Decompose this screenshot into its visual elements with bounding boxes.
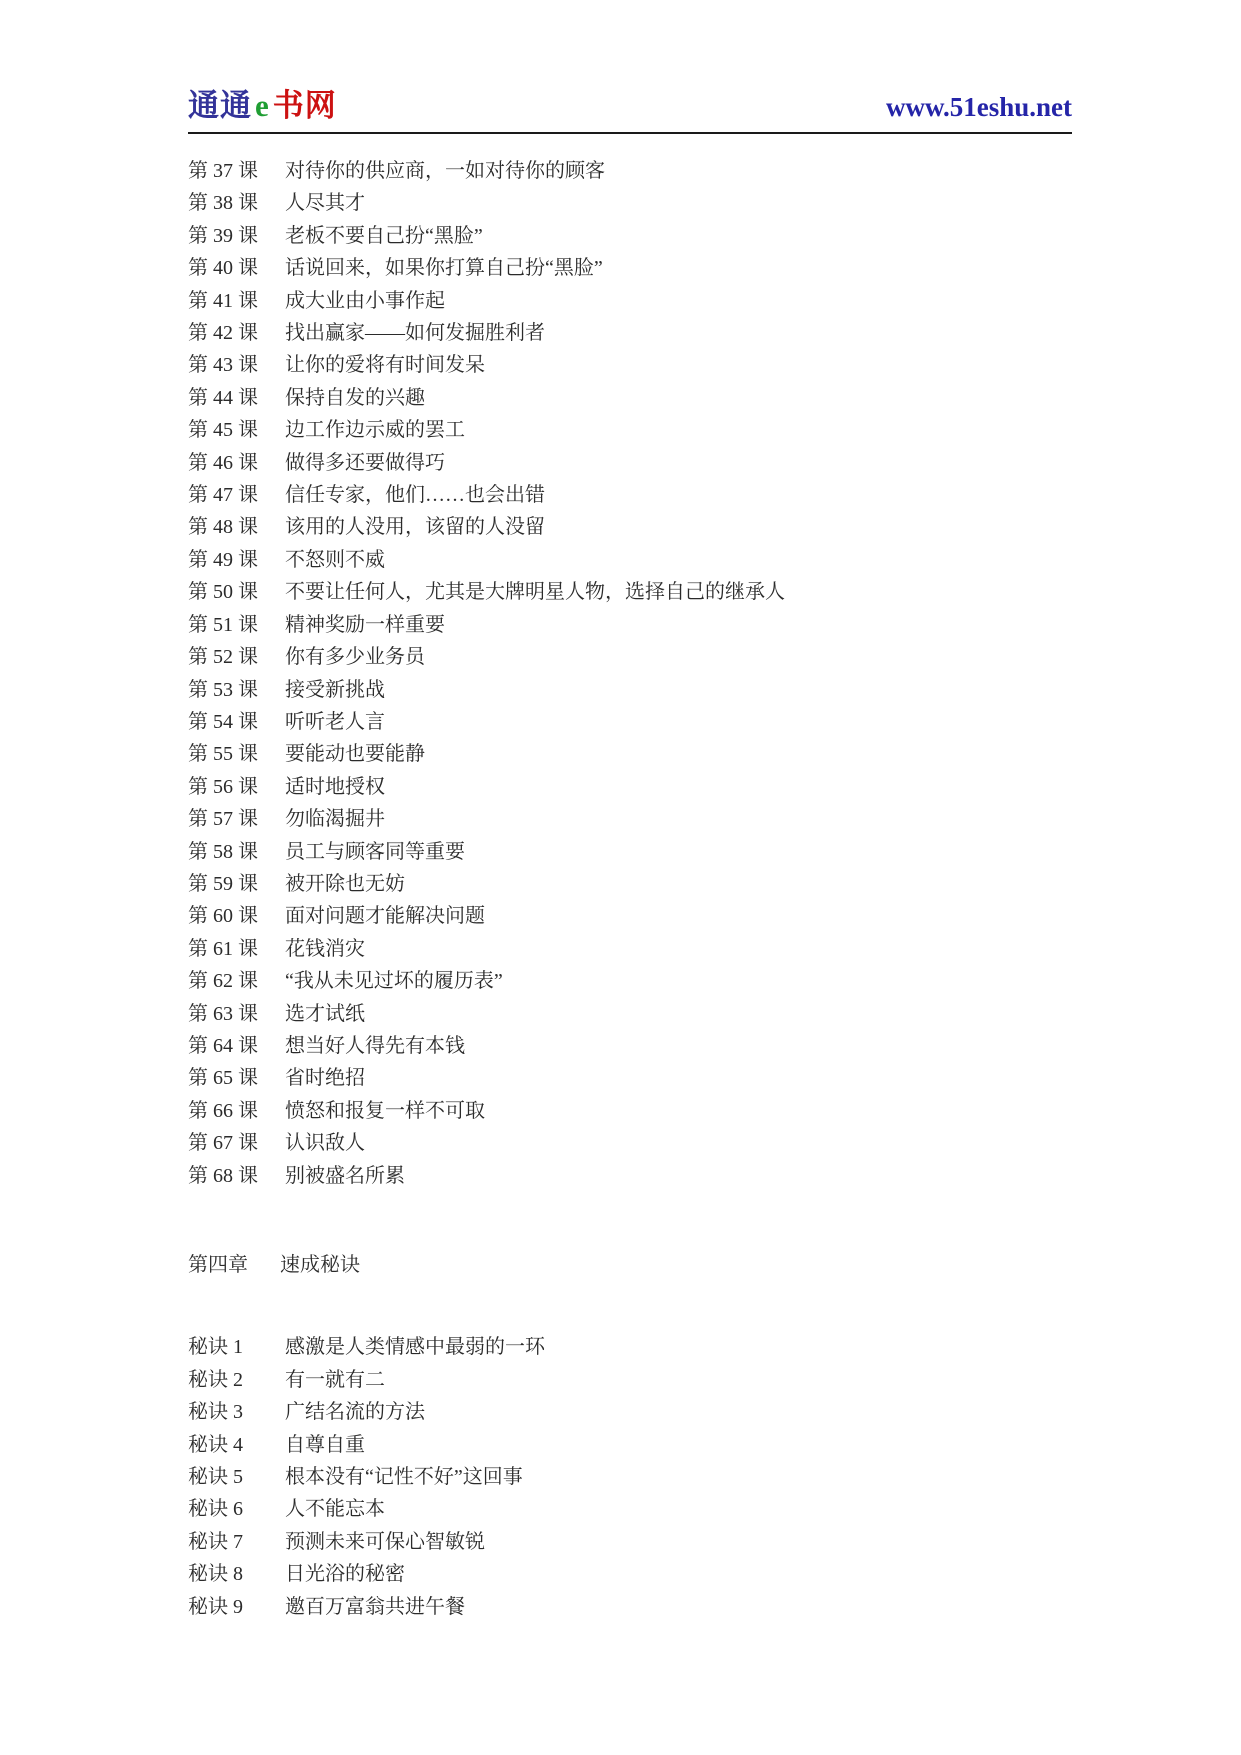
lesson-list [188, 155, 1072, 1192]
toc-row [188, 317, 1072, 349]
toc-row-title: 花钱消灾 [285, 937, 365, 960]
toc-row-title: 话说回来，如果你打算自己扮“黑脸” [285, 257, 603, 280]
toc-row [188, 544, 1072, 576]
toc-row [188, 1062, 1072, 1094]
toc-row-title: 不怒则不威 [285, 548, 385, 571]
toc-row [188, 511, 1072, 543]
toc-row-label: 第 42 课 [188, 322, 258, 345]
toc-row-title: 邀百万富翁共进午餐 [285, 1595, 465, 1618]
toc-row-label: 第 53 课 [188, 678, 258, 701]
toc-row-title: 听听老人言 [285, 710, 385, 733]
toc-row-title: 有一就有二 [285, 1368, 385, 1391]
toc-row-label: 第 46 课 [188, 451, 258, 474]
toc-row-title: 认识敌人 [285, 1132, 365, 1155]
toc-row [188, 1526, 1072, 1558]
toc-row-title: 要能动也要能静 [285, 743, 425, 766]
toc-row-title: 适时地授权 [285, 775, 385, 798]
toc-row-title: 预测未来可保心智敏锐 [285, 1530, 485, 1553]
toc-row [188, 576, 1072, 608]
toc-row-label: 秘诀 5 [188, 1466, 243, 1489]
toc-row-label: 第 64 课 [188, 1034, 258, 1057]
toc-row-label: 秘诀 7 [188, 1530, 243, 1553]
toc-row [188, 771, 1072, 803]
toc-row-label: 第 67 课 [188, 1132, 258, 1155]
toc-row [188, 641, 1072, 673]
toc-row-label: 第 54 课 [188, 710, 258, 733]
site-logo [188, 80, 337, 125]
page [188, 0, 1072, 1623]
site-url[interactable]: www.51eshu.net [885, 92, 1072, 122]
toc-row-label: 秘诀 8 [188, 1563, 243, 1586]
toc-row [188, 382, 1072, 414]
logo-part-shuwang: 书网 [272, 88, 337, 123]
toc-row-title: 员工与顾客同等重要 [285, 840, 465, 863]
toc-row-title: 感激是人类情感中最弱的一环 [285, 1336, 545, 1359]
toc-row [188, 1493, 1072, 1525]
toc-row-label: 第 40 课 [188, 257, 258, 280]
toc-row-title: 做得多还要做得巧 [285, 451, 445, 474]
toc-row [188, 803, 1072, 835]
chapter-title: 速成秘诀 [280, 1254, 360, 1276]
toc-row [188, 447, 1072, 479]
toc-row [188, 1127, 1072, 1159]
toc-row-label: 第 66 课 [188, 1099, 258, 1122]
chapter-heading [188, 1249, 1072, 1281]
toc-row-label: 秘诀 3 [188, 1401, 243, 1424]
toc-row-label: 第 65 课 [188, 1067, 258, 1090]
toc-row [188, 1095, 1072, 1127]
toc-row-title: 勿临渴掘井 [285, 808, 385, 831]
toc-row-label: 第 39 课 [188, 224, 258, 247]
toc-row-title: 别被盛名所累 [285, 1164, 405, 1187]
toc-row-label: 第 62 课 [188, 970, 258, 993]
toc-row [188, 1461, 1072, 1493]
toc-row-title: 找出赢家——如何发掘胜利者 [285, 322, 545, 345]
toc-row-label: 第 55 课 [188, 743, 258, 766]
toc-row-label: 第 68 课 [188, 1164, 258, 1187]
toc-row-label: 第 50 课 [188, 581, 258, 604]
toc-row-label: 第 51 课 [188, 613, 258, 636]
toc-row [188, 900, 1072, 932]
toc-row-label: 第 49 课 [188, 548, 258, 571]
toc-row-title: 边工作边示威的罢工 [285, 419, 465, 442]
toc-row [188, 349, 1072, 381]
toc-row-label: 第 37 课 [188, 160, 258, 182]
toc-row-title: 人尽其才 [285, 192, 365, 215]
toc-row-label: 秘诀 9 [188, 1595, 243, 1618]
toc-row [188, 285, 1072, 317]
page-header [188, 0, 1072, 134]
toc-row [188, 1558, 1072, 1590]
toc-row-title: 不要让任何人，尤其是大牌明星人物，选择自己的继承人 [285, 581, 785, 604]
toc-row [188, 933, 1072, 965]
toc-row-title: 广结名流的方法 [285, 1401, 425, 1424]
toc-row-title: 精神奖励一样重要 [285, 613, 445, 636]
toc-row-label: 第 52 课 [188, 646, 258, 669]
toc-row [188, 738, 1072, 770]
toc-row [188, 414, 1072, 446]
toc-row [188, 1591, 1072, 1623]
toc-row [188, 1364, 1072, 1396]
toc-row-label: 第 41 课 [188, 289, 258, 312]
toc-row-title: 信任专家，他们……也会出错 [285, 484, 545, 507]
toc-row [188, 1030, 1072, 1062]
toc-row [188, 609, 1072, 641]
toc-row-label: 第 56 课 [188, 775, 258, 798]
toc-row-label: 第 61 课 [188, 937, 258, 960]
toc-row-title: 成大业由小事作起 [285, 289, 445, 312]
toc-row-title: 根本没有“记性不好”这回事 [285, 1466, 523, 1489]
toc-row-title: 想当好人得先有本钱 [285, 1034, 465, 1057]
toc-row [188, 155, 1072, 187]
toc-row [188, 252, 1072, 284]
logo-part-e: e [255, 88, 270, 123]
toc-row-title: 让你的爱将有时间发呆 [285, 354, 485, 377]
toc-row-label: 第 63 课 [188, 1002, 258, 1025]
toc-row-title: 对待你的供应商，一如对待你的顾客 [285, 160, 605, 182]
toc-row-label: 秘诀 4 [188, 1433, 243, 1456]
toc-row-label: 秘诀 1 [188, 1336, 243, 1359]
toc-row-label: 第 59 课 [188, 872, 258, 895]
toc-row-title: 被开除也无妨 [285, 872, 405, 895]
toc-row-title: 省时绝招 [285, 1067, 365, 1090]
toc-row-label: 第 57 课 [188, 808, 258, 831]
toc-row-label: 第 44 课 [188, 386, 258, 409]
toc-row [188, 706, 1072, 738]
toc-row [188, 836, 1072, 868]
toc-row [188, 187, 1072, 219]
toc-row [188, 220, 1072, 252]
toc-row-label: 第 48 课 [188, 516, 258, 539]
toc-row-title: 该用的人没用，该留的人没留 [285, 516, 545, 539]
toc-row-title: 面对问题才能解决问题 [285, 905, 485, 928]
toc-row [188, 674, 1072, 706]
toc-row-title: 接受新挑战 [285, 678, 385, 701]
toc-row [188, 998, 1072, 1030]
toc-row-title: 选才试纸 [285, 1002, 365, 1025]
toc-row [188, 1160, 1072, 1192]
toc-row-title: 自尊自重 [285, 1433, 365, 1456]
toc-row-label: 第 38 课 [188, 192, 258, 215]
toc-row [188, 868, 1072, 900]
toc-row-label: 第 58 课 [188, 840, 258, 863]
toc-row [188, 1396, 1072, 1428]
toc-row-title: “我从未见过坏的履历表” [285, 970, 503, 993]
toc-row-label: 第 43 课 [188, 354, 258, 377]
toc-row-label: 第 45 课 [188, 419, 258, 442]
toc-row-title: 你有多少业务员 [285, 646, 425, 669]
toc-row-title: 人不能忘本 [285, 1498, 385, 1521]
toc-row-title: 日光浴的秘密 [285, 1563, 405, 1586]
toc-row [188, 1331, 1072, 1363]
toc-row-title: 老板不要自己扮“黑脸” [285, 224, 483, 247]
toc-row-label: 秘诀 2 [188, 1368, 243, 1391]
chapter-label: 第四章 [188, 1254, 248, 1276]
toc-row-label: 第 60 课 [188, 905, 258, 928]
toc-row [188, 1429, 1072, 1461]
table-of-contents [188, 155, 1072, 1623]
toc-row [188, 479, 1072, 511]
toc-row-title: 保持自发的兴趣 [285, 386, 425, 409]
toc-row-label: 第 47 课 [188, 484, 258, 507]
toc-row-title: 愤怒和报复一样不可取 [285, 1099, 485, 1122]
logo-part-tongtong: 通通 [188, 88, 252, 123]
secret-list [188, 1331, 1072, 1623]
toc-row [188, 965, 1072, 997]
toc-row-label: 秘诀 6 [188, 1498, 243, 1521]
